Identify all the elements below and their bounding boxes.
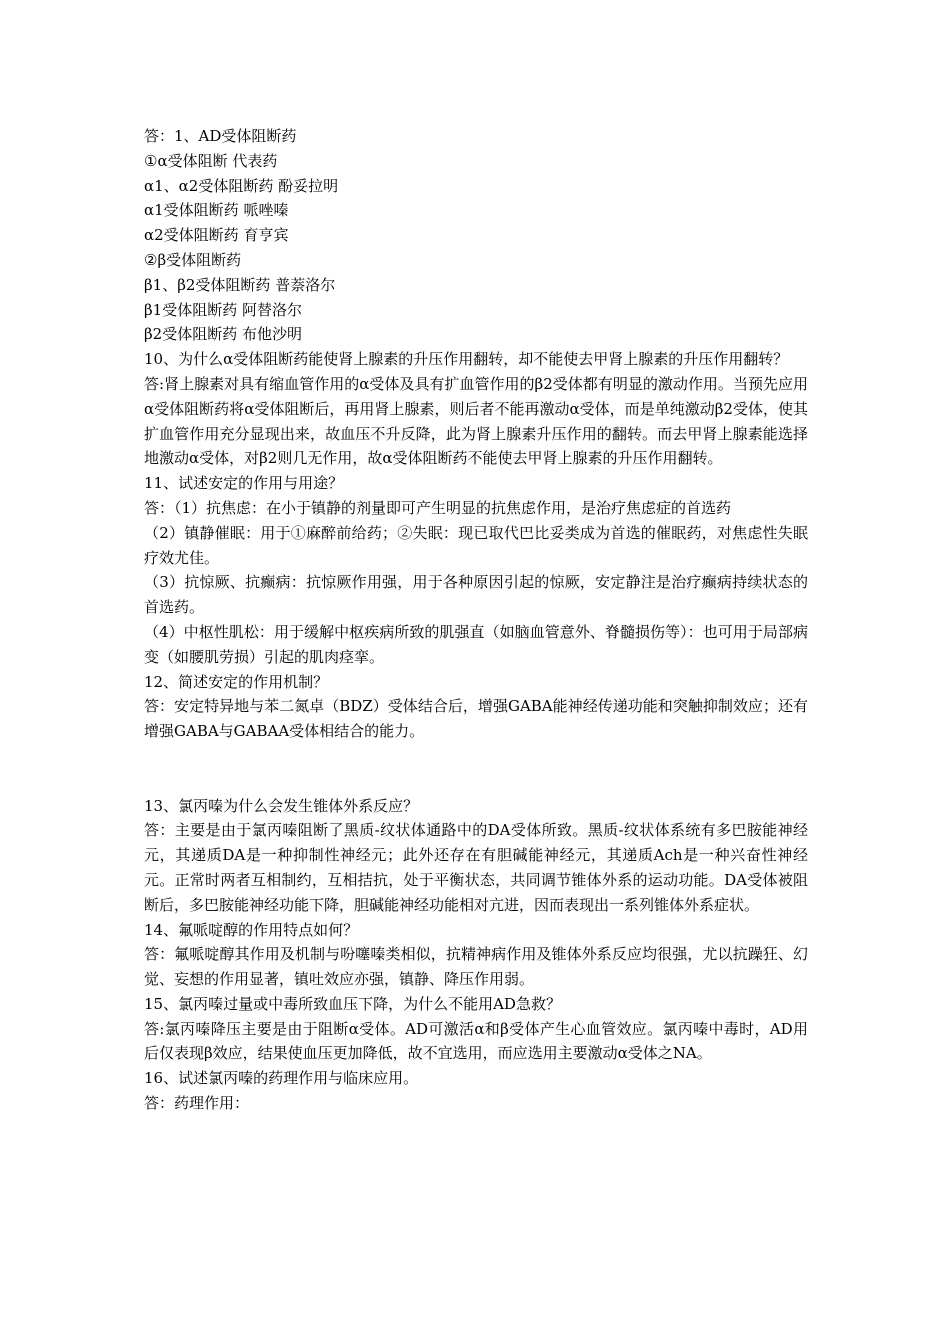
- list-item: ②β受体阻断药: [144, 250, 242, 269]
- question-11: 11、试述安定的作用与用途？: [144, 474, 344, 493]
- question-16: 16、试述氯丙嗪的药理作用与临床应用。: [144, 1069, 419, 1088]
- answer-13: 答：主要是由于氯丙嗪阻断了黑质-纹状体通路中的DA受体所致。黑质-纹状体系统有多巴胺能神经元，其递质DA是一种抑制性神经元；此外还存在有胆碱能神经元，其递质Ach是一种兴奋性神经元。正常时两者互相制约，互相拮抗，处于平衡状态，共同调节锥体外系的运动功能。DA受体被阻断后，多巴胺能神经功能下降，胆碱能神经功能相对亢进，因而表现出一系列锥体外系症状。: [144, 821, 808, 914]
- list-item: α1受体阻断药 哌唑嗪: [144, 201, 289, 220]
- answer-11-part-2: （2）镇静催眠：用于①麻醉前给药；②失眠：现已取代巴比妥类成为首选的催眠药，对焦虑性失眠疗效尤佳。: [144, 523, 808, 567]
- list-item: β1、β2受体阻断药 普萘洛尔: [144, 275, 336, 294]
- answer-15: 答:氯丙嗪降压主要是由于阻断α受体。AD可激活α和β受体产生心血管效应。氯丙嗪中毒时，AD用后仅表现β效应，结果使血压更加降低，故不宜选用，而应选用主要激动α受体之NA。: [144, 1019, 808, 1063]
- list-item: β1受体阻断药 阿替洛尔: [144, 300, 302, 319]
- question-14: 14、氟哌啶醇的作用特点如何？: [144, 920, 359, 939]
- answer-10: 答:肾上腺素对具有缩血管作用的α受体及具有扩血管作用的β2受体都有明显的激动作用。当预先应用α受体阻断药将α受体阻断后，再用肾上腺素，则后者不能再激动α受体，而是单纯激动β2受体，使其扩血管作用充分显现出来，故血压不升反降，此为肾上腺素升压作用的翻转。而去甲肾上腺素能选择地激动α受体，对β2则几无作用，故α受体阻断药不能使去甲肾上腺素的升压作用翻转。: [144, 374, 808, 468]
- question-10: 10、为什么α受体阻断药能使肾上腺素的升压作用翻转，却不能使去甲肾上腺素的升压作用翻转？: [144, 350, 789, 369]
- question-13: 13、氯丙嗪为什么会发生锥体外系反应？: [144, 796, 419, 815]
- answer-12: 答：安定特异地与苯二氮卓（BDZ）受体结合后，增强GABA能神经传递功能和突触抑制效应；还有增强GABA与GABAA受体相结合的能力。: [144, 697, 808, 741]
- answer-16: 答：药理作用：: [144, 1094, 250, 1113]
- answer-11-part-1: 答：（1）抗焦虑：在小于镇静的剂量即可产生明显的抗焦虑作用，是治疗焦虑症的首选药: [144, 498, 732, 517]
- paragraph-gap: [144, 744, 808, 794]
- document-body: [144, 124, 808, 1116]
- question-15: 15、氯丙嗪过量或中毒所致血压下降，为什么不能用AD急救？: [144, 994, 561, 1013]
- answer-11-part-3: （3）抗惊厥、抗癫病：抗惊厥作用强，用于各种原因引起的惊厥，安定静注是治疗癫病持续状态的首选药。: [144, 573, 808, 617]
- question-12: 12、简述安定的作用机制？: [144, 672, 329, 691]
- list-item: ①α受体阻断 代表药: [144, 151, 278, 170]
- answer-heading: 答：1、AD受体阻断药: [144, 127, 297, 145]
- list-item: β2受体阻断药 布他沙明: [144, 325, 302, 344]
- list-item: α2受体阻断药 育亨宾: [144, 226, 289, 245]
- answer-11-part-4: （4）中枢性肌松：用于缓解中枢疾病所致的肌强直（如脑血管意外、脊髓损伤等）：也可用于局部病变（如腰肌劳损）引起的肌肉痉挛。: [144, 622, 808, 666]
- answer-14: 答：氟哌啶醇其作用及机制与吩噻嗪类相似，抗精神病作用及锥体外系反应均很强，尤以抗躁狂、幻觉、妄想的作用显著，镇吐效应亦强，镇静、降压作用弱。: [144, 945, 808, 989]
- list-item: α1、α2受体阻断药 酚妥拉明: [144, 176, 339, 195]
